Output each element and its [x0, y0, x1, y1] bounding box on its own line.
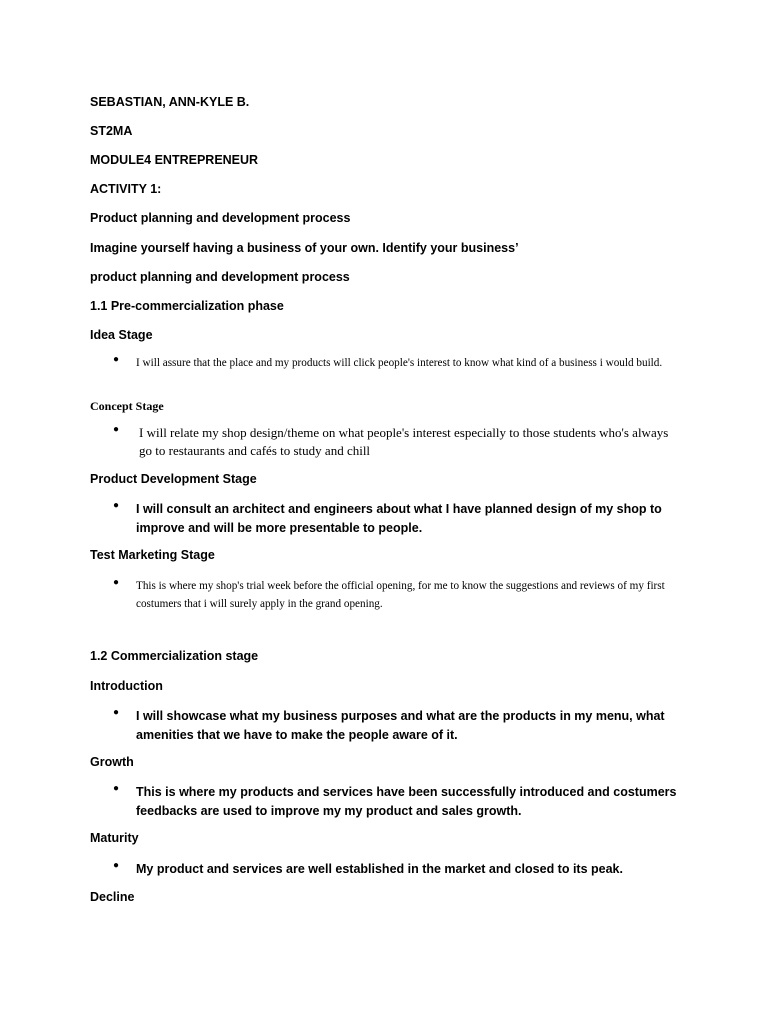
product-development-title: Product Development Stage — [90, 472, 257, 486]
bullet-icon: ● — [113, 783, 120, 794]
growth-text: This is where my products and services have been successfully introduced and costumers feedbacks are used to improve my my product and sales growth. — [136, 785, 677, 818]
prompt-line-2: product planning and development process — [90, 270, 350, 284]
bullet-icon: ● — [113, 707, 120, 718]
test-marketing-title: Test Marketing Stage — [90, 548, 215, 562]
decline-title: Decline — [90, 890, 135, 904]
bullet-icon: ● — [113, 860, 120, 871]
maturity-title: Maturity — [90, 831, 139, 845]
topic-heading: Product planning and development process — [90, 211, 351, 225]
maturity-text: My product and services are well established in the market and closed to its peak. — [136, 862, 623, 876]
prompt-line-1: Imagine yourself having a business of your own. Identify your business’ — [90, 241, 519, 255]
section-code: ST2MA — [90, 124, 133, 138]
idea-stage-text: I will assure that the place and my products will click people's interest to know what kind of a business i would build. — [136, 357, 663, 369]
introduction-text: I will showcase what my business purposes and what are the products in my menu, what amenities that we have to make the people aware of it. — [136, 709, 665, 742]
test-marketing-text: This is where my shop's trial week before the official opening, for me to know the suggestions and reviews of my first costumers that i will surely apply in the grand opening. — [136, 580, 665, 610]
student-name: SEBASTIAN, ANN-KYLE B. — [90, 95, 250, 109]
precommercialization-heading: 1.1 Pre-commercialization phase — [90, 299, 284, 313]
bullet-icon: ● — [113, 354, 120, 365]
idea-stage-title: Idea Stage — [90, 328, 153, 342]
concept-stage-title: Concept Stage — [90, 399, 164, 413]
product-development-text: I will consult an architect and engineers about what I have planned design of my shop to improve and will be more presentable to people. — [136, 502, 662, 535]
activity-label: ACTIVITY 1: — [90, 182, 162, 196]
growth-title: Growth — [90, 755, 134, 769]
commercialization-heading: 1.2 Commercialization stage — [90, 649, 259, 663]
bullet-icon: ● — [113, 500, 120, 511]
bullet-icon: ● — [113, 577, 120, 588]
module-title: MODULE4 ENTREPRENEUR — [90, 153, 259, 167]
concept-stage-text: I will relate my shop design/theme on what people's interest especially to those students who's always go to restaurants and cafés to study and chill — [139, 425, 669, 458]
bullet-icon: ● — [113, 424, 120, 435]
introduction-title: Introduction — [90, 679, 163, 693]
